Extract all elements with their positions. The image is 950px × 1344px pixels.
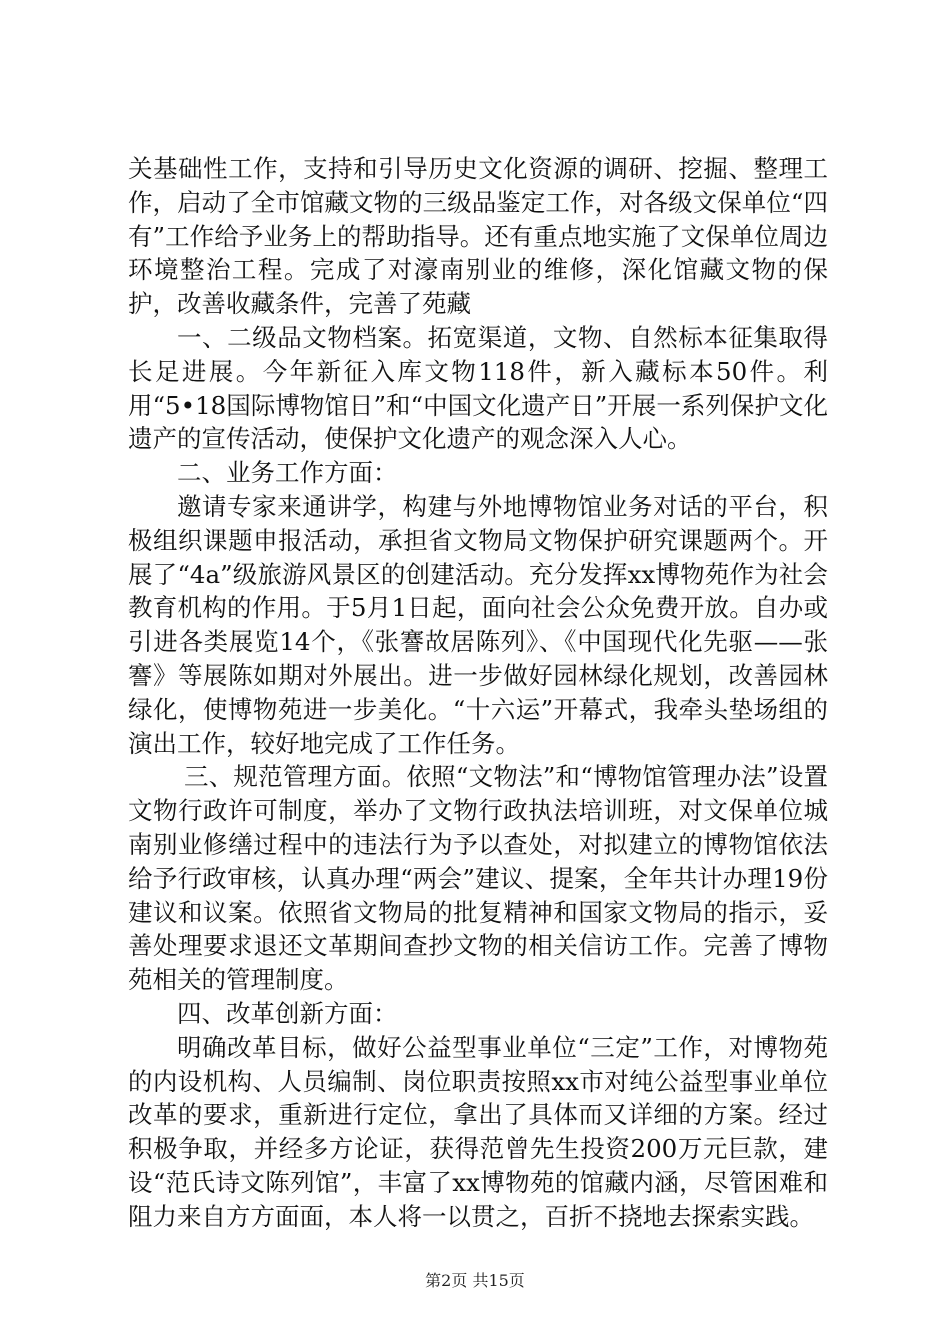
paragraph-business: 邀请专家来通讲学，构建与外地博物馆业务对话的平台，积极组织课题申报活动，承担省文物局文物保护研究课题两个。开展了“4a”级旅游风景区的创建活动。充分发挥xx博物苑作为社会教育机构的作用。于5月1日起，面向社会公众免费开放。自办或引进各类展览14个，《张謇故居陈列》、《中国现代化先驱——张謇》等展陈如期对外展出。进一步做好园林绿化规划，改善园林绿化，使博物苑进一步美化。“十六运”开幕式，我牵头垫场组的演出工作，较好地完成了工作任务。 xyxy=(128,491,828,758)
document-body xyxy=(128,152,828,1234)
section-heading-business: 二、业务工作方面： xyxy=(177,458,398,488)
paragraph-continued: 关基础性工作，支持和引导历史文化资源的调研、挖掘、整理工作，启动了全市馆藏文物的三级品鉴定工作，对各级文保单位“四有”工作给予业务上的帮助指导。还有重点地实施了文保单位周边环境整治工程。完成了对濠南别业的维修，深化馆藏文物的保护，改善收藏条件，完善了苑藏 xyxy=(128,154,828,319)
section-heading-reform: 四、改革创新方面： xyxy=(177,998,398,1028)
paragraph-archives: 一、二级品文物档案。拓宽渠道，文物、自然标本征集取得长足进展。今年新征入库文物118件，新入藏标本50件。利用“5•18国际博物馆日”和“中国文化遗产日”开展一系列保护文化遗产的宣传活动，使保护文化遗产的观念深入人心。 xyxy=(128,322,828,454)
paragraph-management: 三、规范管理方面。依照“文物法”和“博物馆管理办法”设置文物行政许可制度，举办了文物行政执法培训班，对文保单位城南别业修缮过程中的违法行为予以查处，对拟建立的博物馆依法给予行政审核，认真办理“两会”建议、提案，全年共计办理19份建议和议案。依照省文物局的批复精神和国家文物局的指示，妥善处理要求退还文革期间查抄文物的相关信访工作。完善了博物苑相关的管理制度。 xyxy=(128,762,828,995)
paragraph-reform: 明确改革目标，做好公益型事业单位“三定”工作，对博物苑的内设机构、人员编制、岗位职责按照xx市对纯公益型事业单位改革的要求，重新进行定位，拿出了具体而又详细的方案。经过积极争取，并经多方论证，获得范曾先生投资200万元巨款，建设“范氏诗文陈列馆”，丰富了xx博物苑的馆藏内涵，尽管困难和阻力来自方方面面，本人将一以贯之，百折不挠地去探索实践。 xyxy=(128,1032,828,1231)
page-footer: 第2页 共15页 xyxy=(425,1271,525,1290)
